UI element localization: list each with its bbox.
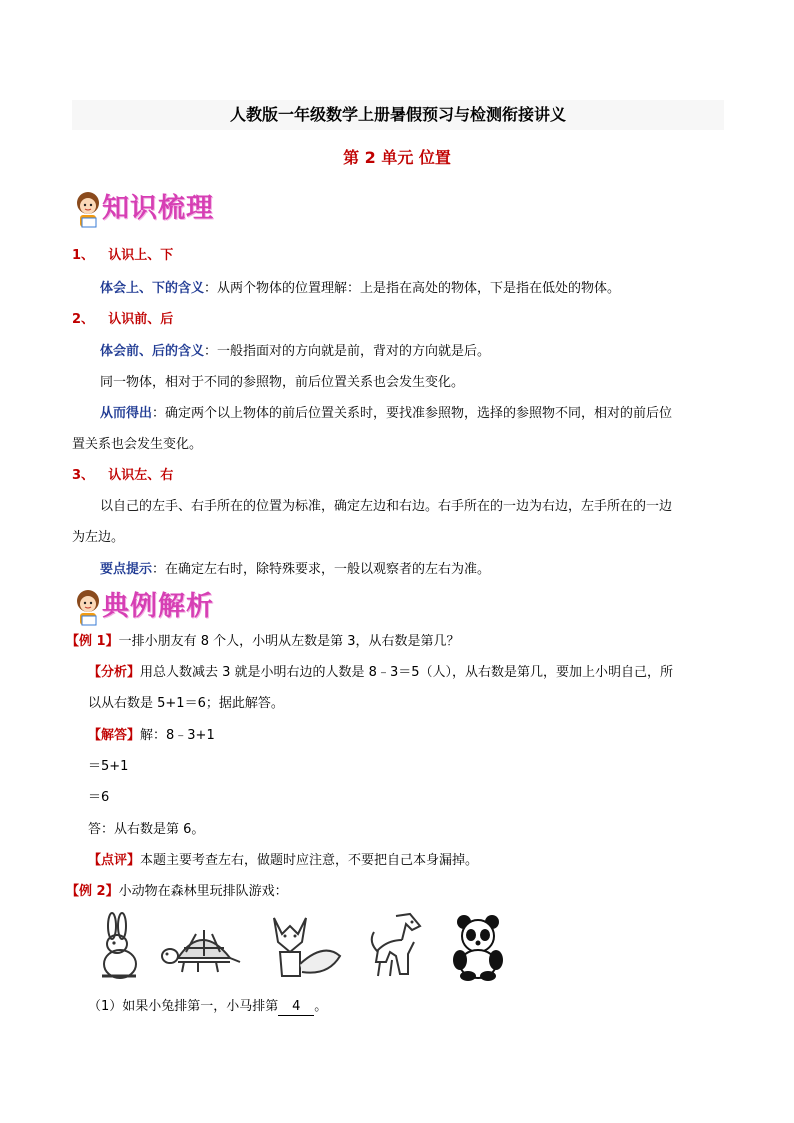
unit-title: 第 2 单元 位置 xyxy=(343,148,451,167)
section-3-lead-2: 要点提示 xyxy=(100,562,153,577)
section-1-title: 认识上、下 xyxy=(108,248,174,263)
girl-reading-icon xyxy=(72,588,106,628)
example-2-label: 【例 2】 xyxy=(66,884,119,899)
example-1-comment xyxy=(88,851,478,871)
section-2-body-2: 同一物体，相对于不同的参照物，前后位置关系也会发生变化。 xyxy=(100,375,465,390)
subquestion-1-prefix: （1）如果小兔排第一，小马排第 xyxy=(88,999,279,1014)
section-2-body-1 xyxy=(100,342,490,362)
subquestion-1-suffix: 。 xyxy=(314,999,328,1014)
rabbit-icon xyxy=(92,912,148,982)
section-1-text: ：从两个物体的位置理解：上是指在高处的物体，下是指在低处的物体。 xyxy=(204,281,621,296)
section-2-text: ：一般指面对的方向就是前，背对的方向就是后。 xyxy=(204,344,491,359)
analysis-label: 【分析】 xyxy=(88,665,141,680)
section-1-number: 1、 xyxy=(72,248,95,263)
section-1-heading xyxy=(72,246,173,266)
answer-text: 解：8﹣3+1 xyxy=(140,728,215,743)
example-1-text: 一排小朋友有 8 个人，小明从左数是第 3，从右数是第几？ xyxy=(118,634,460,649)
section-3-number: 3、 xyxy=(72,468,95,483)
answer-step-3: ＝6 xyxy=(88,790,110,805)
horse-icon xyxy=(366,912,424,982)
example-1-question xyxy=(66,632,460,652)
example-1-label: 【例 1】 xyxy=(66,634,119,649)
section-3-text-2: ：在确定左右时，除特殊要求，一般以观察者的左右为准。 xyxy=(152,562,491,577)
section-3-heading xyxy=(72,466,173,486)
example-1-answer xyxy=(88,726,215,746)
section-2-text-3: ：确定两个以上物体的前后位置关系时，要找准参照物，选择的参照物不同，相对的前后位 xyxy=(152,406,673,421)
section-3-body-2 xyxy=(100,560,490,580)
section-2-title: 认识前、后 xyxy=(108,312,174,327)
subquestion-1-answer: 4 xyxy=(278,999,314,1016)
section-2-heading xyxy=(72,310,173,330)
example-2-question xyxy=(66,882,288,902)
document-title: 人教版一年级数学上册暑假预习与检测衔接讲义 xyxy=(72,100,724,130)
section-3-body-1: 以自己的左手、右手所在的位置为标准，确定左边和右边。右手所在的一边为右边，左手所在的一边 xyxy=(100,499,673,514)
answer-final: 答：从右数是第 6。 xyxy=(88,822,205,837)
comment-text: 本题主要考查左右，做题时应注意，不要把自己本身漏掉。 xyxy=(140,853,479,868)
section-2-lead: 体会前、后的含义 xyxy=(100,344,205,359)
section-1-body xyxy=(100,279,620,299)
knowledge-badge-text: 知识梳理 xyxy=(102,193,214,224)
examples-badge-text: 典例解析 xyxy=(102,591,214,622)
section-2-body-3b: 置关系也会发生变化。 xyxy=(72,437,203,452)
example-2-text: 小动物在森林里玩排队游戏： xyxy=(118,884,288,899)
comment-label: 【点评】 xyxy=(88,853,141,868)
example-1-analysis xyxy=(88,663,673,683)
knowledge-badge xyxy=(72,190,272,230)
example-1-analysis-2: 以从右数是 5+1＝6；据此解答。 xyxy=(88,696,284,711)
turtle-icon xyxy=(160,912,244,982)
section-3-title: 认识左、右 xyxy=(108,468,174,483)
answer-step-2: ＝5+1 xyxy=(88,759,129,774)
answer-label: 【解答】 xyxy=(88,728,141,743)
fox-icon xyxy=(268,912,344,982)
section-3-body-1b: 为左边。 xyxy=(72,530,125,545)
section-1-lead: 体会上、下的含义 xyxy=(100,281,205,296)
section-2-number: 2、 xyxy=(72,312,95,327)
girl-reading-icon xyxy=(72,190,106,230)
section-2-lead-3: 从而得出 xyxy=(100,406,153,421)
example-2-subquestion-1 xyxy=(88,997,327,1017)
analysis-text: 用总人数减去 3 就是小明右边的人数是 8﹣3＝5（人），从右数是第几，要加上小明自己，所 xyxy=(140,665,673,680)
panda-icon xyxy=(450,912,506,982)
examples-badge xyxy=(72,588,272,628)
section-2-body-3 xyxy=(100,404,672,424)
